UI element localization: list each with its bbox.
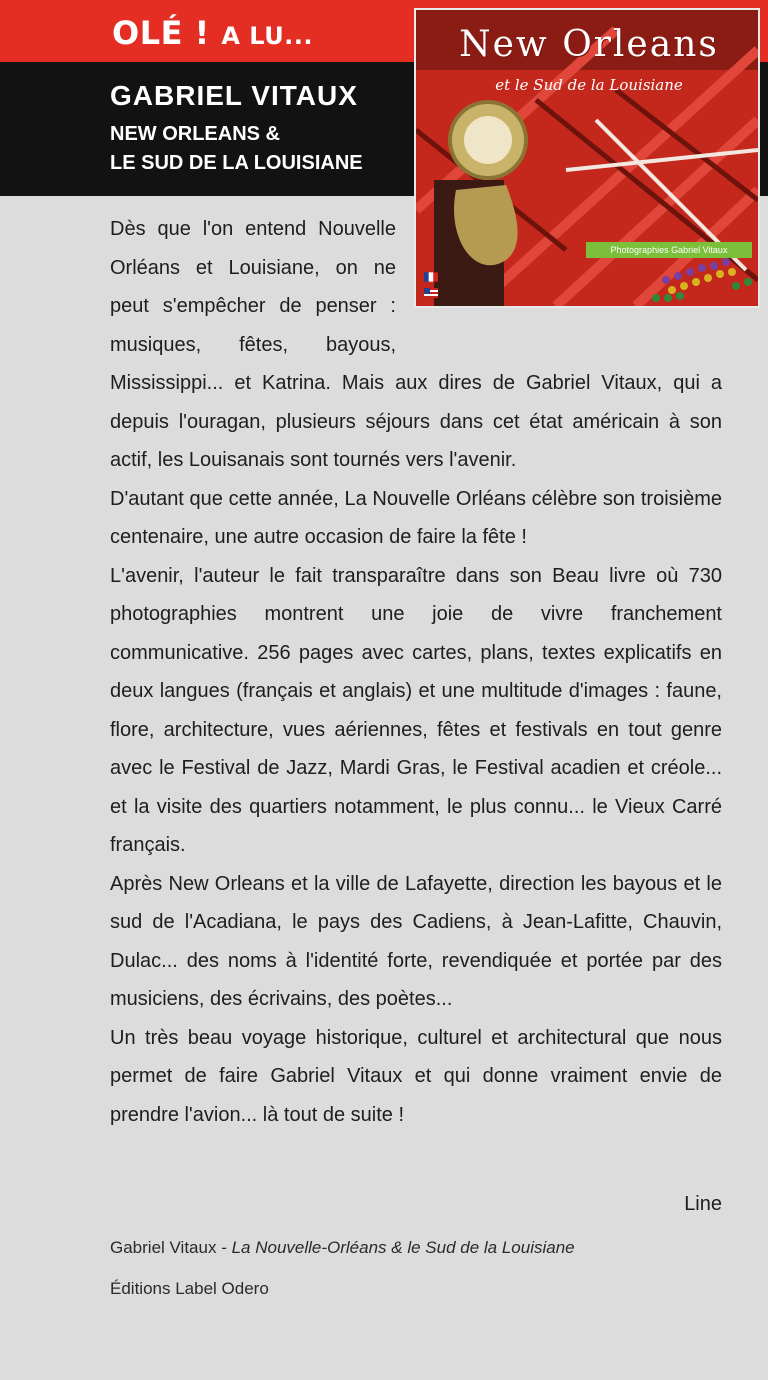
subtitle-line-1: NEW ORLEANS &	[110, 123, 280, 145]
book-reference	[110, 1238, 575, 1258]
section-kicker	[112, 14, 313, 52]
article-signature: Line	[684, 1193, 722, 1215]
article-paragraph-2: D'autant que cette année, La Nouvelle Orléans célèbre son troisième centenaire, une autre occasion de faire la fête !	[110, 487, 722, 548]
article-paragraph-4: Après New Orleans et la ville de Lafayette, direction les bayous et le sud de l'Acadiana, le pays des Cadiens, à Jean-Lafitte, Chauvin, Dulac... des noms à l'identité forte, revendiquée et portée par des musiciens, des écrivains, des poètes...	[110, 872, 722, 1010]
article-paragraph-1: Dès que l'on entend Nouvelle Orléans et Louisiane, on ne peut s'empêcher de penser : musiques, fêtes, bayous, Mississippi... et Katrina. Mais aux dires de Gabriel Vitaux, qui a depuis l'ouragan, plusieurs séjours dans cet état américain à son actif, les Louisanais sont tournés vers l'avenir.	[110, 218, 722, 471]
reference-author: Gabriel Vitaux -	[110, 1238, 232, 1257]
cover-title: New Orleans	[459, 24, 719, 65]
reference-title: La Nouvelle-Orléans & le Sud de la Louisiane	[231, 1238, 575, 1257]
article-paragraph-5: Un très beau voyage historique, culturel et architectural que nous permet de faire Gabriel Vitaux et qui donne vraiment envie de prendre l'avion... là tout de suite !	[110, 1026, 722, 1126]
article-paragraph-3: L'avenir, l'auteur le fait transparaître dans son Beau livre où 730 photographies montrent une joie de vivre franchement communicative. 256 pages avec cartes, plans, textes explicatifs en deux langues (français et anglais) et une multitude d'images : faune, flore, architecture, vues aériennes, fêtes et festivals en tout genre avec le Festival de Jazz, Mardi Gras, le Festival acadien et créole... et la visite des quartiers notamment, le plus connu... le Vieux Carré français.	[110, 564, 722, 856]
cover-float-spacer	[396, 210, 722, 341]
article-body	[110, 210, 722, 1134]
cover-credit: Photographies Gabriel Vitaux	[586, 242, 752, 258]
kicker-main: OLÉ !	[112, 14, 222, 52]
cover-subtitle: et le Sud de la Louisiane	[495, 76, 683, 94]
kicker-small: A LU...	[221, 22, 314, 50]
reference-publisher: Éditions Label Odero	[110, 1279, 269, 1298]
author-heading: GABRIEL VITAUX	[110, 80, 358, 111]
book-subtitle	[110, 120, 363, 178]
subtitle-line-2: LE SUD DE LA LOUISIANE	[110, 152, 363, 174]
